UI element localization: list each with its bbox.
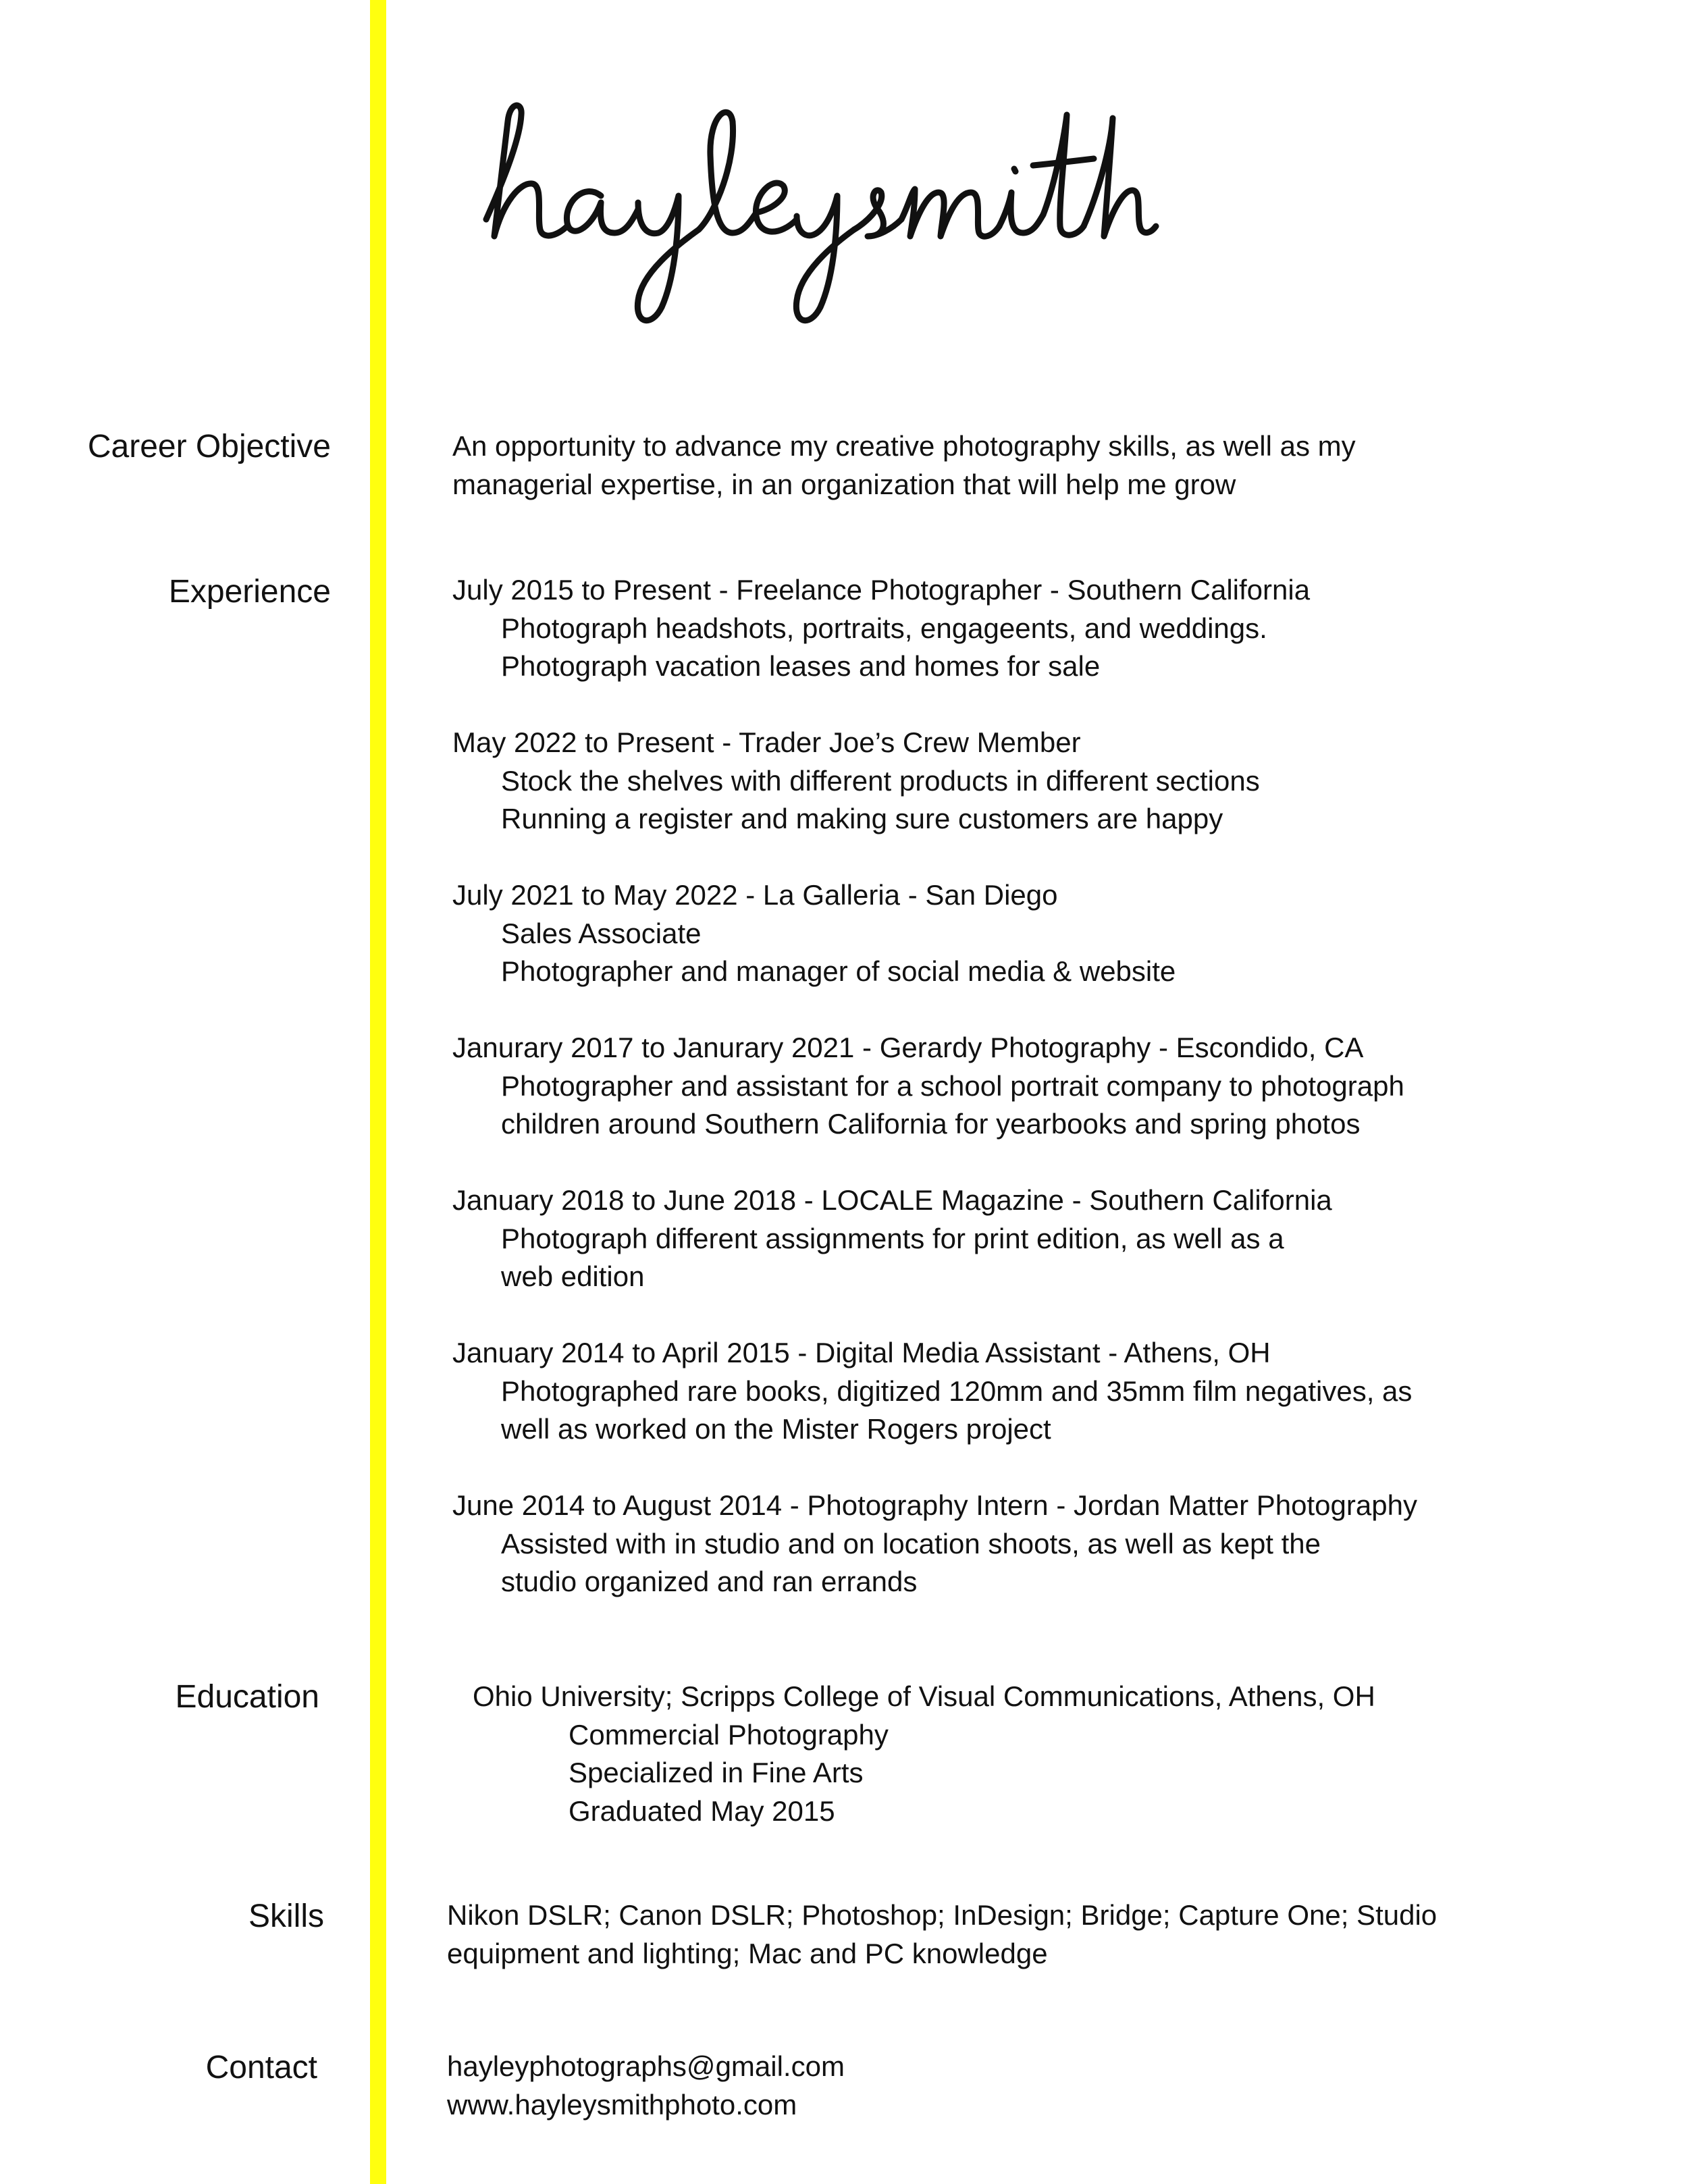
- job-detail: Photographer and assistant for a school portrait company to photograph: [501, 1069, 1404, 1102]
- skills-heading: Skills: [248, 1898, 324, 1934]
- job-title: January 2014 to April 2015 - Digital Media Assistant - Athens, OH: [452, 1337, 1271, 1368]
- yellow-divider-rule: [370, 0, 386, 2184]
- skills-line: equipment and lighting; Mac and PC knowledge: [447, 1937, 1048, 1969]
- job-title: January 2018 to June 2018 - LOCALE Magazine - Southern California: [452, 1184, 1332, 1216]
- job-title: June 2014 to August 2014 - Photography Intern - Jordan Matter Photography: [452, 1489, 1417, 1521]
- job-entry: [452, 1487, 1417, 1601]
- job-entry: [452, 1029, 1417, 1144]
- job-detail: studio organized and ran errands: [501, 1566, 918, 1597]
- job-detail: Photographer and manager of social media & website: [501, 955, 1176, 987]
- contact-heading: Contact: [205, 2050, 317, 2085]
- job-entry: [452, 724, 1417, 838]
- contact-email[interactable]: hayleyphotographs@gmail.com: [447, 2050, 845, 2082]
- contact-block: [447, 2048, 845, 2124]
- career-objective-text: [452, 427, 1356, 504]
- job-detail: Photographed rare books, digitized 120mm and 35mm film negatives, as: [501, 1375, 1413, 1407]
- job-detail: Sales Associate: [501, 917, 702, 949]
- job-detail: web edition: [501, 1260, 645, 1292]
- career-objective-heading: Career Objective: [87, 429, 331, 464]
- skills-text: [447, 1896, 1437, 1973]
- job-entry: [452, 1181, 1417, 1296]
- job-detail: Photograph different assignments for print edition, as well as a: [501, 1222, 1284, 1254]
- experience-heading: Experience: [168, 574, 331, 610]
- job-title: Janurary 2017 to Janurary 2021 - Gerardy Photography - Escondido, CA: [452, 1032, 1364, 1063]
- name-signature-logo: [473, 101, 1148, 331]
- contact-website[interactable]: www.hayleysmithphoto.com: [447, 2088, 797, 2121]
- education-detail: Graduated May 2015: [569, 1794, 835, 1827]
- education-detail: Commercial Photography: [569, 1718, 889, 1751]
- job-detail: Running a register and making sure customers are happy: [501, 803, 1223, 834]
- skills-line: Nikon DSLR; Canon DSLR; Photoshop; InDesign; Bridge; Capture One; Studio: [447, 1899, 1438, 1931]
- job-entry: [452, 571, 1417, 686]
- job-entry: [452, 876, 1417, 991]
- education-school: Ohio University; Scripps College of Visual Communications, Athens, OH: [473, 1680, 1375, 1712]
- job-title: July 2015 to Present - Freelance Photographer - Southern California: [452, 574, 1311, 606]
- experience-list: [452, 571, 1417, 1601]
- job-detail: Photograph headshots, portraits, engageents, and weddings.: [501, 612, 1267, 644]
- education-heading: Education: [175, 1679, 319, 1715]
- job-detail: children around Southern California for yearbooks and spring photos: [501, 1108, 1361, 1140]
- education-detail: Specialized in Fine Arts: [569, 1757, 864, 1788]
- education-block: [473, 1678, 1375, 1830]
- objective-line: managerial expertise, in an organization that will help me grow: [452, 468, 1236, 500]
- job-detail: well as worked on the Mister Rogers project: [501, 1413, 1051, 1445]
- job-entry: [452, 1334, 1417, 1449]
- objective-line: An opportunity to advance my creative photography skills, as well as my: [452, 430, 1356, 462]
- job-detail: Photograph vacation leases and homes for sale: [501, 650, 1101, 682]
- job-detail: Assisted with in studio and on location shoots, as well as kept the: [501, 1527, 1321, 1560]
- job-title: May 2022 to Present - Trader Joe’s Crew Member: [452, 726, 1081, 758]
- job-detail: Stock the shelves with different products in different sections: [501, 764, 1260, 797]
- job-title: July 2021 to May 2022 - La Galleria - San Diego: [452, 879, 1058, 911]
